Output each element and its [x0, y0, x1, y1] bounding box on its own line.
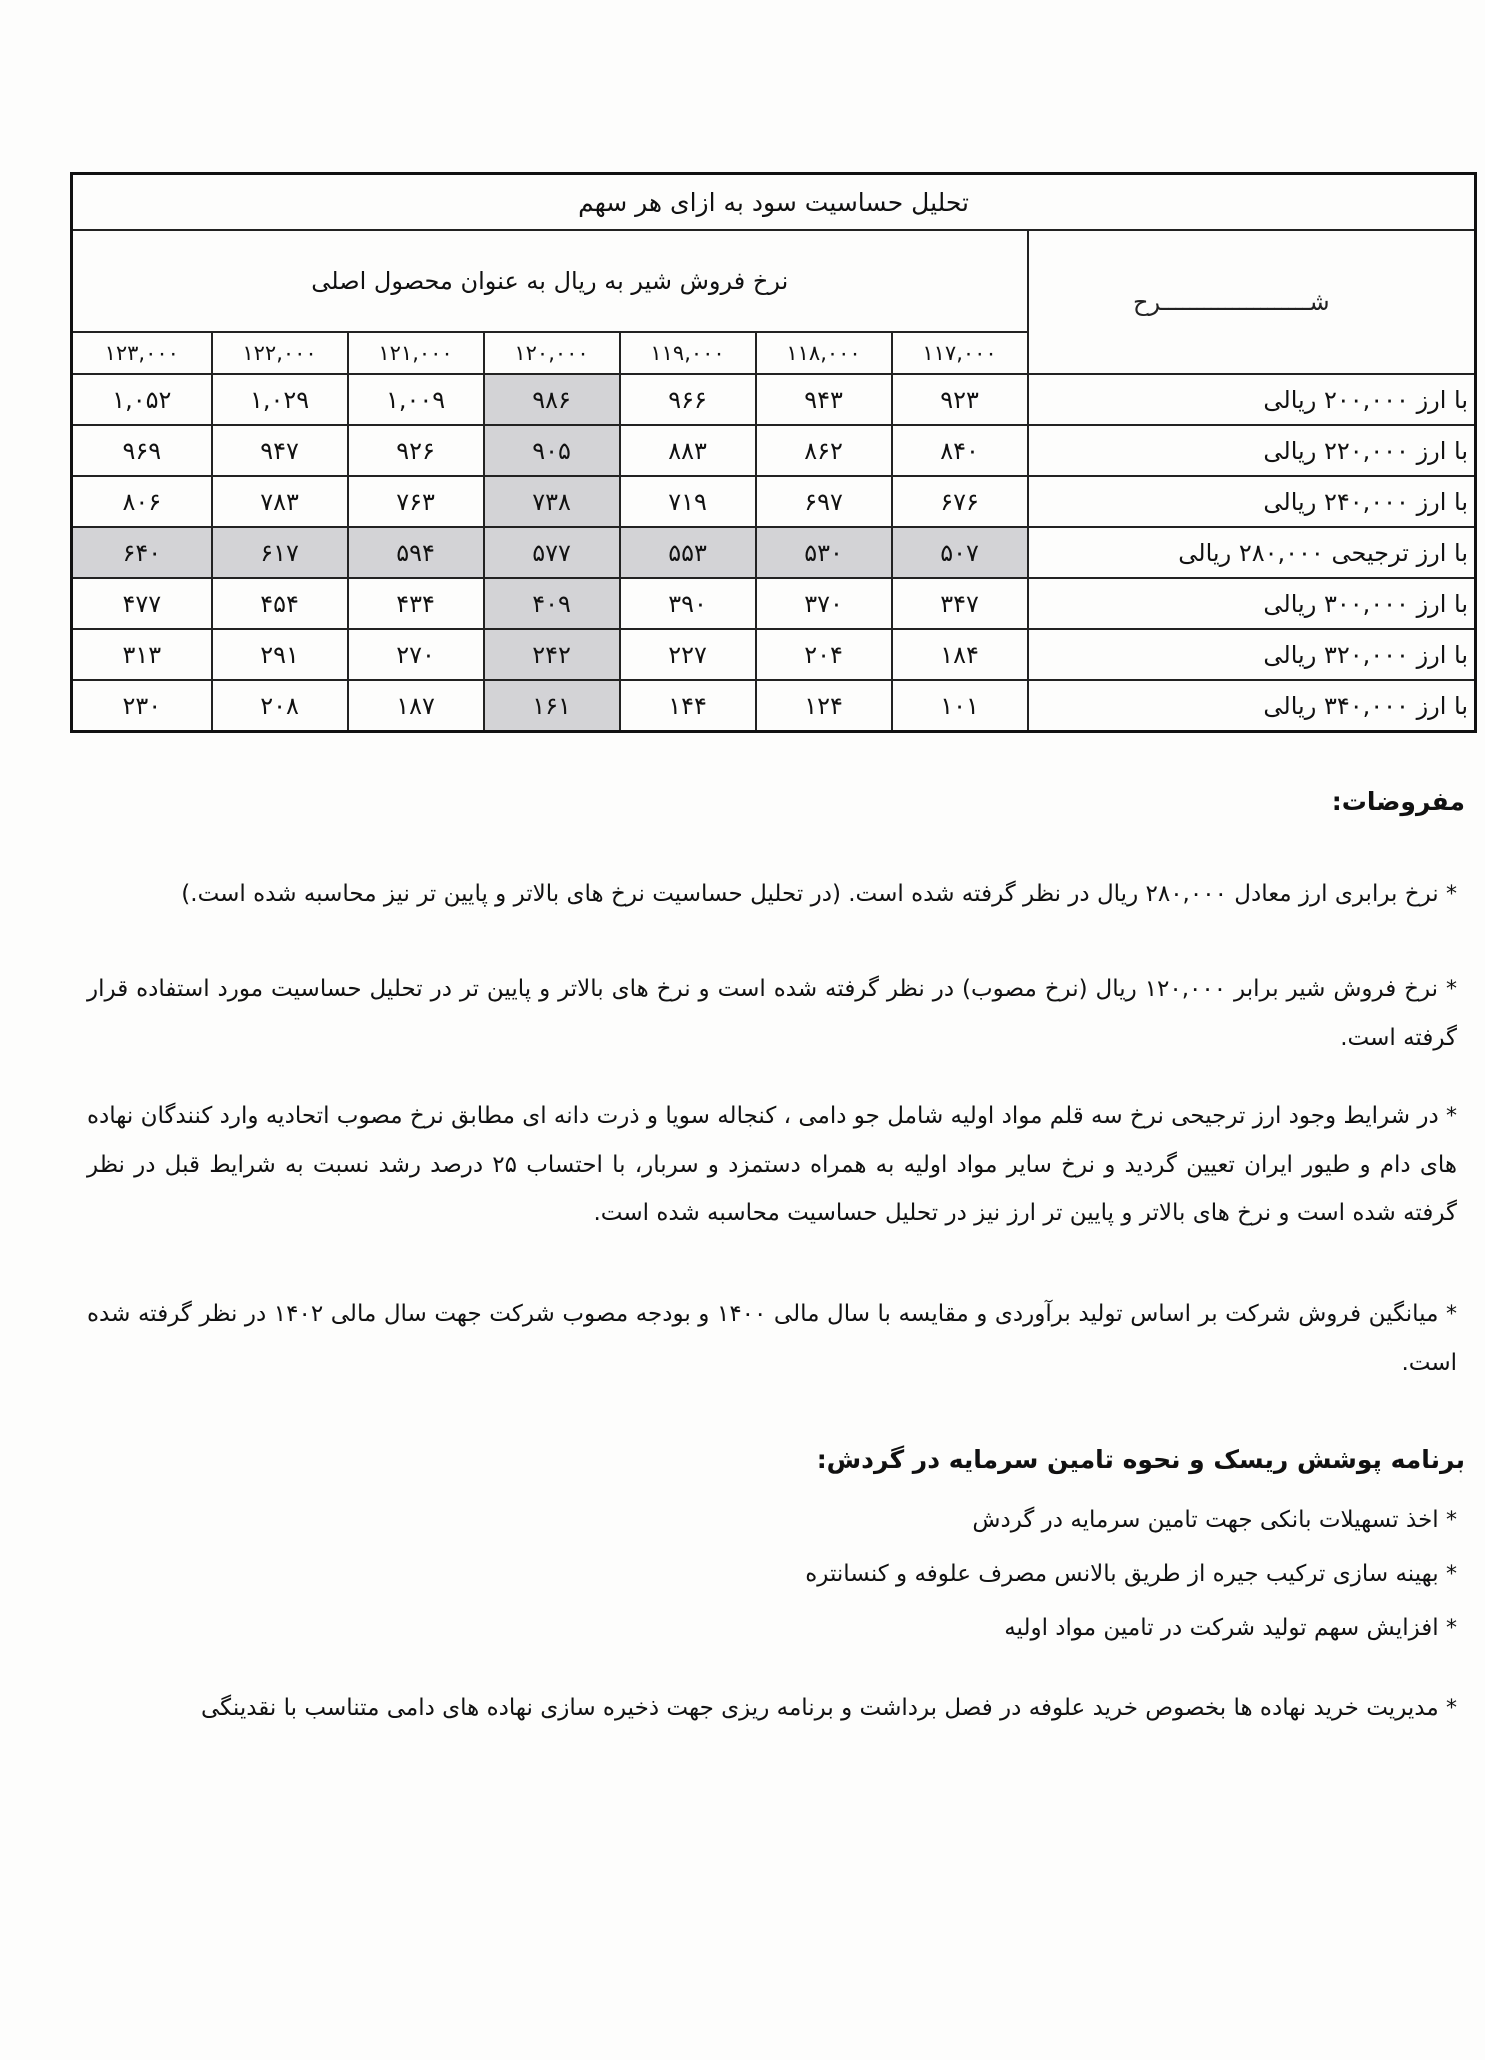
sensitivity-table [70, 172, 1477, 733]
table-cell: ۵۳۰ [756, 527, 892, 578]
table-row [72, 374, 1476, 425]
risk-item [57, 1550, 1457, 1599]
table-cell: ۲۰۸ [212, 680, 348, 732]
table-cell: ۹۴۷ [212, 425, 348, 476]
row-label: با ارز ۳۲۰,۰۰۰ ریالی [1028, 629, 1476, 680]
assumption-text: نرخ برابری ارز معادل ۲۸۰,۰۰۰ ریال در نظر گرفته شده است. (در تحلیل حساسیت نرخ های بالاتر و پایین تر نیز محاسبه شده است.) [181, 881, 1439, 907]
table-cell: ۱,۰۵۲ [72, 374, 212, 425]
assumption-item [87, 870, 1457, 919]
table-cell: ۵۵۳ [620, 527, 756, 578]
table-cell: ۶۹۷ [756, 476, 892, 527]
table-cell: ۹۴۳ [756, 374, 892, 425]
table-cell: ۹۲۶ [348, 425, 484, 476]
bullet-mark: * [1446, 977, 1457, 1002]
risk-text: بهینه سازی ترکیب جیره از طریق بالانس مصرف علوفه و کنسانتره [805, 1561, 1439, 1587]
bullet-mark: * [1445, 1302, 1457, 1327]
table-cell: ۱۴۴ [620, 680, 756, 732]
bullet-mark: * [1446, 1616, 1457, 1641]
table-cell: ۹۸۶ [484, 374, 620, 425]
table-cell: ۲۴۲ [484, 629, 620, 680]
table-row [72, 425, 1476, 476]
table-cell: ۵۷۷ [484, 527, 620, 578]
table-cell: ۷۱۹ [620, 476, 756, 527]
row-label: با ارز ۲۲۰,۰۰۰ ریالی [1028, 425, 1476, 476]
table-cell: ۲۷۰ [348, 629, 484, 680]
row-label: با ارز ۲۴۰,۰۰۰ ریالی [1028, 476, 1476, 527]
risk-text: مدیریت خرید نهاده ها بخصوص خرید علوفه در فصل برداشت و برنامه ریزی جهت ذخیره سازی نهاده های دامی متناسب با نقدینگی [201, 1695, 1439, 1721]
table-cell: ۱۸۴ [892, 629, 1028, 680]
table-cell: ۴۷۷ [72, 578, 212, 629]
table-title: تحلیل حساسیت سود به ازای هر سهم [72, 174, 1476, 231]
column-header: ۱۱۸,۰۰۰ [756, 332, 892, 374]
table-cell: ۱۸۷ [348, 680, 484, 732]
table-cell: ۱,۰۰۹ [348, 374, 484, 425]
assumption-item [87, 965, 1457, 1062]
table-row [72, 629, 1476, 680]
bullet-mark: * [1446, 1508, 1457, 1533]
table-cell: ۱۲۴ [756, 680, 892, 732]
table-cell: ۸۰۶ [72, 476, 212, 527]
row-label: با ارز ۳۴۰,۰۰۰ ریالی [1028, 680, 1476, 732]
row-label: با ارز ترجیحی ۲۸۰,۰۰۰ ریالی [1028, 527, 1476, 578]
table-row [72, 578, 1476, 629]
table-cell: ۹۶۹ [72, 425, 212, 476]
risk-item [57, 1684, 1457, 1733]
table-cell: ۹۲۳ [892, 374, 1028, 425]
table-cell: ۳۴۷ [892, 578, 1028, 629]
table-cell: ۶۷۶ [892, 476, 1028, 527]
column-header: ۱۲۲,۰۰۰ [212, 332, 348, 374]
risk-heading: برنامه پوشش ریسک و نحوه تامین سرمایه در گردش: [816, 1445, 1465, 1474]
table-row [72, 476, 1476, 527]
bullet-mark: * [1446, 1696, 1457, 1721]
table-row-highlighted [72, 527, 1476, 578]
table-cell: ۷۸۳ [212, 476, 348, 527]
table-cell: ۶۴۰ [72, 527, 212, 578]
bullet-mark: * [1446, 882, 1457, 907]
table-cell: ۱۶۱ [484, 680, 620, 732]
table-cell: ۱,۰۲۹ [212, 374, 348, 425]
assumption-text: نرخ فروش شیر برابر ۱۲۰,۰۰۰ ریال (نرخ مصوب) در نظر گرفته شده است و نرخ های بالاتر و پایین تر در تحلیل حساسیت مورد استفاده قرار گرفته است. [87, 976, 1457, 1051]
table-row [72, 680, 1476, 732]
table-cell: ۴۳۴ [348, 578, 484, 629]
table-cell: ۲۲۷ [620, 629, 756, 680]
table-cell: ۵۰۷ [892, 527, 1028, 578]
assumption-text: در شرایط وجود ارز ترجیحی نرخ سه قلم مواد اولیه شامل جو دامی ، کنجاله سویا و ذرت دانه ای مطابق نرخ مصوب اتحادیه وارد کنندگان نهاده های دام و طیور ایران تعیین گردید و نرخ سایر مواد اولیه به همراه دستمزد و سربار، با احتساب ۲۵ درصد رشد نسبت به شرایط قبل در نظر گرفته شده است و نرخ های بالاتر و پایین تر ارز نیز در تحلیل حساسیت محاسبه شده است. [87, 1103, 1457, 1226]
risk-item [57, 1604, 1457, 1653]
table-cell: ۳۷۰ [756, 578, 892, 629]
column-header: ۱۲۱,۰۰۰ [348, 332, 484, 374]
risk-item [57, 1496, 1457, 1545]
description-header: شـــــــــــــــــــــرح [1028, 230, 1476, 374]
table-subtitle: نرخ فروش شیر به ریال به عنوان محصول اصلی [72, 230, 1028, 332]
table-cell: ۳۱۳ [72, 629, 212, 680]
table-cell: ۵۹۴ [348, 527, 484, 578]
column-header: ۱۱۹,۰۰۰ [620, 332, 756, 374]
bullet-mark: * [1446, 1104, 1458, 1129]
table-cell: ۲۹۱ [212, 629, 348, 680]
table-cell: ۶۱۷ [212, 527, 348, 578]
table-cell: ۹۶۶ [620, 374, 756, 425]
table-cell: ۴۵۴ [212, 578, 348, 629]
row-label: با ارز ۲۰۰,۰۰۰ ریالی [1028, 374, 1476, 425]
assumption-item [87, 1092, 1457, 1237]
assumptions-heading: مفروضات: [1331, 787, 1465, 816]
table-cell: ۳۹۰ [620, 578, 756, 629]
bullet-mark: * [1446, 1562, 1457, 1587]
table-cell: ۴۰۹ [484, 578, 620, 629]
assumption-item [87, 1290, 1457, 1387]
table-cell: ۷۳۸ [484, 476, 620, 527]
table-cell: ۲۳۰ [72, 680, 212, 732]
column-header: ۱۲۰,۰۰۰ [484, 332, 620, 374]
table-cell: ۲۰۴ [756, 629, 892, 680]
column-header: ۱۱۷,۰۰۰ [892, 332, 1028, 374]
table-cell: ۷۶۳ [348, 476, 484, 527]
column-header: ۱۲۳,۰۰۰ [72, 332, 212, 374]
table-cell: ۸۶۲ [756, 425, 892, 476]
table-cell: ۸۸۳ [620, 425, 756, 476]
table-cell: ۱۰۱ [892, 680, 1028, 732]
assumption-text: میانگین فروش شرکت بر اساس تولید برآوردی و مقایسه با سال مالی ۱۴۰۰ و بودجه مصوب شرکت جهت سال مالی ۱۴۰۲ در نظر گرفته شده است. [87, 1301, 1457, 1376]
risk-text: اخذ تسهیلات بانکی جهت تامین سرمایه در گردش [972, 1507, 1439, 1533]
table-cell: ۸۴۰ [892, 425, 1028, 476]
risk-text: افزایش سهم تولید شرکت در تامین مواد اولیه [1004, 1615, 1439, 1641]
row-label: با ارز ۳۰۰,۰۰۰ ریالی [1028, 578, 1476, 629]
table-cell: ۹۰۵ [484, 425, 620, 476]
